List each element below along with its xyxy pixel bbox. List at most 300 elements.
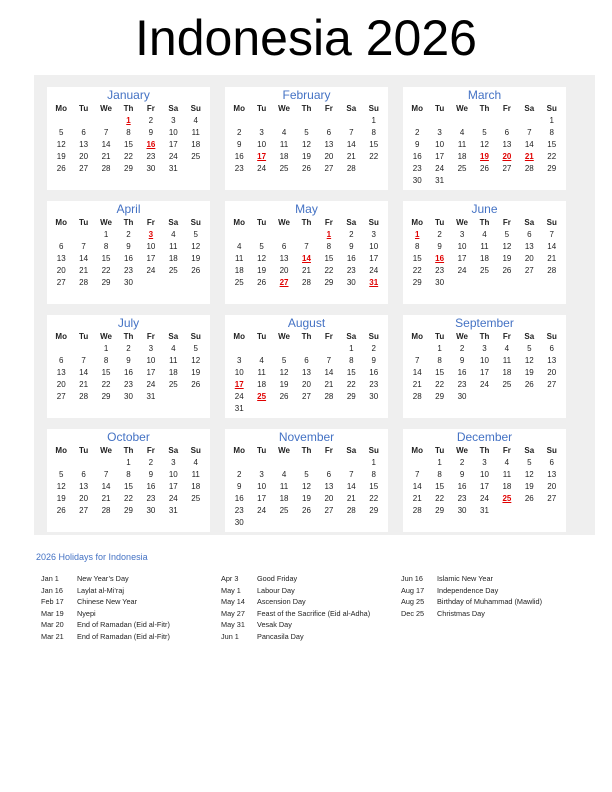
weekday-header — [225, 330, 388, 343]
holiday-name: Pancasila Day — [257, 631, 304, 641]
day-cell: 11 — [279, 482, 289, 491]
day-cell: 21 — [346, 152, 356, 161]
empty-cell — [50, 229, 72, 241]
weekday-label: Mo — [233, 104, 245, 113]
day-cell: 22 — [346, 380, 356, 389]
month-name: May — [295, 202, 318, 216]
day-cell: 13 — [524, 242, 534, 251]
weekday-label: Fr — [146, 218, 155, 227]
day-cell: 18 — [191, 140, 201, 149]
day-cell: 2 — [459, 458, 465, 467]
day-cell: 2 — [236, 470, 242, 479]
holiday-date: May 31 — [221, 620, 245, 630]
holiday-date: Aug 25 — [401, 597, 425, 607]
weekday-label: Su — [190, 218, 201, 227]
empty-cell — [541, 391, 563, 403]
empty-cell — [50, 343, 72, 355]
day-cell: 23 — [457, 380, 467, 389]
day-cell: 28 — [346, 164, 356, 173]
day-cell: 27 — [79, 506, 89, 515]
weekday-header — [47, 444, 210, 457]
empty-cell — [273, 343, 295, 355]
day-cell: 2 — [349, 230, 354, 239]
empty-cell — [250, 229, 272, 241]
day-cell: 30 — [457, 506, 467, 515]
week-row — [403, 265, 566, 277]
day-cell: 4 — [193, 116, 198, 125]
weekday-label: Th — [479, 104, 490, 113]
day-cell: 14 — [101, 482, 111, 491]
day-cell: 8 — [371, 470, 376, 479]
holiday-name: Independence Day — [437, 585, 499, 595]
empty-cell — [406, 457, 428, 469]
empty-cell — [363, 517, 385, 529]
day-cell: 2 — [371, 344, 376, 353]
weekday-label: Sa — [168, 446, 179, 455]
day-cell: 15 — [435, 368, 445, 377]
day-cell: 11 — [502, 356, 512, 365]
holiday-day: 27 — [279, 278, 289, 287]
month-name: December — [456, 430, 513, 444]
day-cell: 8 — [126, 128, 131, 137]
week-row — [225, 493, 388, 505]
day-cell: 16 — [412, 152, 422, 161]
day-cell: 1 — [126, 458, 131, 467]
weekday-label: Fr — [502, 446, 511, 455]
day-cell: 13 — [302, 368, 311, 377]
day-cell: 18 — [257, 380, 267, 389]
day-cell: 10 — [168, 128, 178, 137]
day-cell: 24 — [457, 266, 467, 275]
weekday-label: Fr — [146, 446, 155, 455]
holiday-item — [401, 585, 542, 597]
empty-cell — [318, 403, 340, 415]
empty-cell — [518, 175, 540, 187]
weekday-label: Th — [123, 218, 134, 227]
day-cell: 30 — [435, 278, 445, 287]
day-cell: 26 — [56, 506, 66, 515]
holiday-name: Laylat al-Mi’raj — [77, 585, 125, 595]
day-cell: 24 — [234, 392, 244, 401]
empty-cell — [318, 517, 340, 529]
empty-cell — [50, 457, 72, 469]
empty-cell — [185, 277, 207, 289]
day-cell: 24 — [146, 266, 156, 275]
day-cell: 11 — [191, 128, 200, 137]
day-cell: 23 — [146, 494, 156, 503]
week-row — [47, 469, 210, 481]
day-cell: 29 — [124, 506, 133, 515]
weekday-label: Mo — [55, 332, 67, 341]
empty-cell — [72, 457, 94, 469]
day-cell: 21 — [324, 380, 334, 389]
weekday-label: We — [278, 104, 290, 113]
weekday-label: Sa — [168, 218, 179, 227]
day-cell: 25 — [168, 266, 178, 275]
day-cell: 27 — [79, 164, 89, 173]
weekday-header — [47, 330, 210, 343]
day-cell: 6 — [527, 230, 532, 239]
day-cell: 14 — [79, 368, 89, 377]
holiday-column — [221, 573, 370, 643]
day-cell: 5 — [304, 128, 309, 137]
day-cell: 30 — [346, 278, 356, 287]
day-cell: 28 — [302, 278, 311, 287]
day-cell: 3 — [259, 128, 264, 137]
day-cell: 29 — [369, 506, 379, 515]
holiday-date: Mar 21 — [41, 631, 64, 641]
holiday-item — [41, 596, 170, 608]
day-cell: 17 — [480, 368, 489, 377]
empty-cell — [363, 403, 385, 415]
week-row — [47, 505, 210, 517]
holiday-day: 14 — [302, 254, 311, 263]
day-cell: 28 — [79, 392, 89, 401]
weekday-label: Su — [546, 104, 557, 113]
day-cell: 22 — [412, 266, 422, 275]
day-cell: 19 — [524, 368, 534, 377]
weekday-header — [403, 444, 566, 457]
empty-cell — [451, 115, 473, 127]
month-name: September — [455, 316, 514, 330]
day-cell: 28 — [79, 278, 89, 287]
day-cell: 4 — [504, 344, 510, 353]
day-cell: 19 — [302, 152, 311, 161]
day-cell: 28 — [324, 392, 334, 401]
day-cell: 4 — [281, 470, 287, 479]
month-august — [225, 315, 388, 418]
month-may — [225, 201, 388, 304]
day-cell: 19 — [191, 254, 201, 263]
day-cell: 7 — [527, 128, 532, 137]
day-cell: 7 — [414, 356, 420, 365]
day-cell: 4 — [459, 128, 465, 137]
empty-cell — [473, 175, 495, 187]
holiday-item — [41, 585, 170, 597]
weekday-label: Sa — [524, 104, 535, 113]
week-row — [47, 265, 210, 277]
empty-cell — [273, 517, 295, 529]
day-cell: 3 — [437, 128, 442, 137]
week-row — [47, 379, 210, 391]
day-cell: 20 — [279, 266, 289, 275]
weekday-label: Th — [301, 104, 312, 113]
day-cell: 16 — [234, 152, 244, 161]
weekday-label: Tu — [435, 446, 445, 455]
empty-cell — [340, 115, 362, 127]
holiday-item — [221, 596, 370, 608]
day-cell: 27 — [324, 506, 334, 515]
day-cell: 3 — [371, 230, 376, 239]
day-cell: 13 — [79, 482, 89, 491]
day-cell: 21 — [547, 254, 557, 263]
weekday-label: Tu — [257, 104, 267, 113]
weekday-label: Th — [479, 332, 490, 341]
day-cell: 11 — [502, 470, 512, 479]
day-cell: 23 — [369, 380, 379, 389]
weekday-header — [225, 102, 388, 115]
weekday-label: Sa — [168, 332, 179, 341]
weekday-label: We — [456, 332, 468, 341]
week-row — [403, 175, 566, 187]
day-cell: 2 — [148, 116, 154, 125]
day-cell: 9 — [148, 128, 154, 137]
empty-cell — [72, 115, 94, 127]
day-cell: 3 — [236, 356, 242, 365]
day-cell: 28 — [412, 506, 422, 515]
day-cell: 19 — [56, 152, 66, 161]
day-cell: 9 — [236, 140, 242, 149]
day-cell: 14 — [524, 140, 534, 149]
day-cell: 9 — [126, 356, 131, 365]
weekday-label: Th — [123, 332, 134, 341]
day-cell: 22 — [435, 494, 445, 503]
day-cell: 6 — [549, 458, 554, 467]
day-cell: 26 — [502, 266, 512, 275]
holiday-item — [221, 573, 370, 585]
week-row — [47, 481, 210, 493]
week-row — [47, 343, 210, 355]
empty-cell — [473, 277, 495, 289]
weekday-label: We — [100, 104, 112, 113]
empty-cell — [50, 115, 72, 127]
holiday-date: May 1 — [221, 585, 241, 595]
month-june — [403, 201, 566, 304]
month-name: April — [116, 202, 141, 216]
day-cell: 1 — [371, 116, 376, 125]
day-cell: 5 — [58, 470, 64, 479]
day-cell: 8 — [326, 242, 332, 251]
day-cell: 22 — [124, 494, 133, 503]
day-cell: 12 — [56, 482, 66, 491]
day-cell: 19 — [257, 266, 267, 275]
day-cell: 8 — [414, 242, 420, 251]
week-row — [225, 403, 388, 415]
weekday-header — [403, 216, 566, 229]
weekday-header — [47, 102, 210, 115]
week-row — [225, 505, 388, 517]
day-cell: 1 — [549, 116, 554, 125]
day-cell: 12 — [279, 368, 289, 377]
day-cell: 5 — [527, 458, 532, 467]
day-cell: 3 — [482, 344, 487, 353]
day-cell: 14 — [324, 368, 334, 377]
day-cell: 6 — [81, 128, 86, 137]
holiday-date: Aug 17 — [401, 585, 425, 595]
day-cell: 8 — [349, 356, 354, 365]
empty-cell — [162, 391, 184, 403]
holiday-item — [41, 573, 170, 585]
holiday-day: 25 — [502, 494, 512, 503]
day-cell: 31 — [168, 164, 178, 173]
day-cell: 21 — [101, 152, 111, 161]
weekday-label: We — [278, 446, 290, 455]
day-cell: 10 — [480, 356, 489, 365]
day-cell: 25 — [502, 380, 512, 389]
day-cell: 11 — [279, 140, 289, 149]
empty-cell — [451, 175, 473, 187]
day-cell: 5 — [504, 230, 510, 239]
day-cell: 6 — [58, 242, 64, 251]
weekday-label: Th — [479, 446, 490, 455]
empty-cell — [250, 457, 272, 469]
weekday-label: Fr — [324, 332, 333, 341]
empty-cell — [295, 517, 317, 529]
empty-cell — [250, 403, 272, 415]
day-cell: 20 — [79, 152, 89, 161]
empty-cell — [340, 457, 362, 469]
day-cell: 6 — [326, 128, 332, 137]
holiday-column — [401, 573, 542, 619]
day-cell: 20 — [324, 152, 334, 161]
holiday-item — [401, 608, 542, 620]
holiday-date: Dec 25 — [401, 608, 425, 618]
day-cell: 28 — [547, 266, 557, 275]
month-july — [47, 315, 210, 418]
holiday-name: Islamic New Year — [437, 574, 493, 583]
day-cell: 8 — [549, 128, 554, 137]
day-cell: 25 — [480, 266, 489, 275]
day-cell: 22 — [369, 494, 379, 503]
day-cell: 9 — [148, 470, 154, 479]
weekday-label: Tu — [435, 104, 445, 113]
weekday-header — [403, 330, 566, 343]
day-cell: 24 — [168, 494, 178, 503]
weekday-label: Su — [190, 332, 201, 341]
day-cell: 3 — [459, 230, 465, 239]
holiday-date: Feb 17 — [41, 597, 64, 607]
weekday-label: Sa — [346, 446, 357, 455]
day-cell: 7 — [349, 128, 354, 137]
week-row — [225, 379, 388, 391]
day-cell: 9 — [459, 470, 465, 479]
day-cell: 19 — [502, 254, 512, 263]
day-cell: 13 — [56, 368, 66, 377]
day-cell: 14 — [101, 140, 111, 149]
day-cell: 24 — [480, 494, 489, 503]
day-cell: 30 — [124, 278, 133, 287]
holiday-date: Jan 16 — [41, 585, 63, 595]
week-row — [225, 253, 388, 265]
day-cell: 31 — [146, 392, 156, 401]
weekday-label: Su — [546, 446, 557, 455]
holiday-day: 25 — [257, 392, 267, 401]
weekday-label: Th — [301, 218, 312, 227]
day-cell: 6 — [549, 344, 554, 353]
week-row — [225, 265, 388, 277]
weekday-label: Fr — [146, 104, 155, 113]
day-cell: 10 — [168, 470, 178, 479]
week-row — [47, 457, 210, 469]
empty-cell — [295, 229, 317, 241]
day-cell: 24 — [146, 380, 156, 389]
day-cell: 18 — [168, 254, 178, 263]
weekday-label: Mo — [233, 218, 245, 227]
day-cell: 29 — [547, 164, 557, 173]
day-cell: 6 — [304, 356, 309, 365]
week-row — [225, 115, 388, 127]
weekday-header — [47, 216, 210, 229]
day-cell: 13 — [502, 140, 512, 149]
day-cell: 5 — [193, 344, 198, 353]
day-cell: 7 — [81, 242, 86, 251]
week-row — [47, 493, 210, 505]
weekday-label: Mo — [55, 446, 67, 455]
day-cell: 27 — [502, 164, 512, 173]
weekday-label: Sa — [346, 218, 357, 227]
day-cell: 5 — [259, 242, 264, 251]
month-name: February — [282, 88, 331, 102]
day-cell: 12 — [191, 242, 201, 251]
day-cell: 1 — [103, 230, 109, 239]
day-cell: 16 — [457, 368, 467, 377]
empty-cell — [496, 115, 518, 127]
holiday-item — [401, 596, 542, 608]
day-cell: 8 — [126, 470, 131, 479]
empty-cell — [318, 115, 340, 127]
weekday-label: Th — [123, 104, 134, 113]
empty-cell — [72, 229, 94, 241]
weekday-label: Su — [368, 446, 379, 455]
empty-cell — [273, 403, 295, 415]
day-cell: 9 — [459, 356, 465, 365]
empty-cell — [518, 277, 540, 289]
day-cell: 14 — [346, 482, 356, 491]
week-row — [47, 163, 210, 175]
day-cell: 22 — [124, 152, 133, 161]
day-cell: 9 — [371, 356, 376, 365]
day-cell: 6 — [504, 128, 510, 137]
holiday-item — [41, 608, 170, 620]
week-row — [403, 367, 566, 379]
day-cell: 20 — [547, 482, 557, 491]
day-cell: 23 — [234, 506, 244, 515]
weekday-label: Tu — [79, 446, 89, 455]
day-cell: 16 — [369, 368, 379, 377]
day-cell: 18 — [279, 494, 289, 503]
day-cell: 8 — [437, 470, 442, 479]
empty-cell — [496, 391, 518, 403]
empty-cell — [185, 163, 207, 175]
day-cell: 15 — [101, 368, 111, 377]
day-cell: 7 — [103, 128, 109, 137]
day-cell: 3 — [259, 470, 264, 479]
day-cell: 14 — [412, 482, 422, 491]
day-cell: 22 — [101, 266, 111, 275]
weekday-label: Fr — [146, 332, 155, 341]
empty-cell — [273, 457, 295, 469]
weekday-label: Tu — [257, 446, 267, 455]
week-row — [225, 343, 388, 355]
day-cell: 26 — [56, 164, 66, 173]
day-cell: 2 — [459, 344, 465, 353]
day-cell: 6 — [81, 470, 86, 479]
day-cell: 17 — [435, 152, 445, 161]
empty-cell — [363, 163, 385, 175]
weekday-label: We — [100, 446, 112, 455]
week-row — [403, 355, 566, 367]
day-cell: 10 — [257, 482, 267, 491]
day-cell: 5 — [58, 128, 64, 137]
holiday-name: Christmas Day — [437, 608, 485, 618]
week-row — [225, 355, 388, 367]
week-row — [47, 391, 210, 403]
day-cell: 25 — [279, 164, 289, 173]
day-cell: 19 — [524, 482, 534, 491]
empty-cell — [340, 403, 362, 415]
weekday-label: We — [278, 332, 290, 341]
empty-cell — [318, 343, 340, 355]
